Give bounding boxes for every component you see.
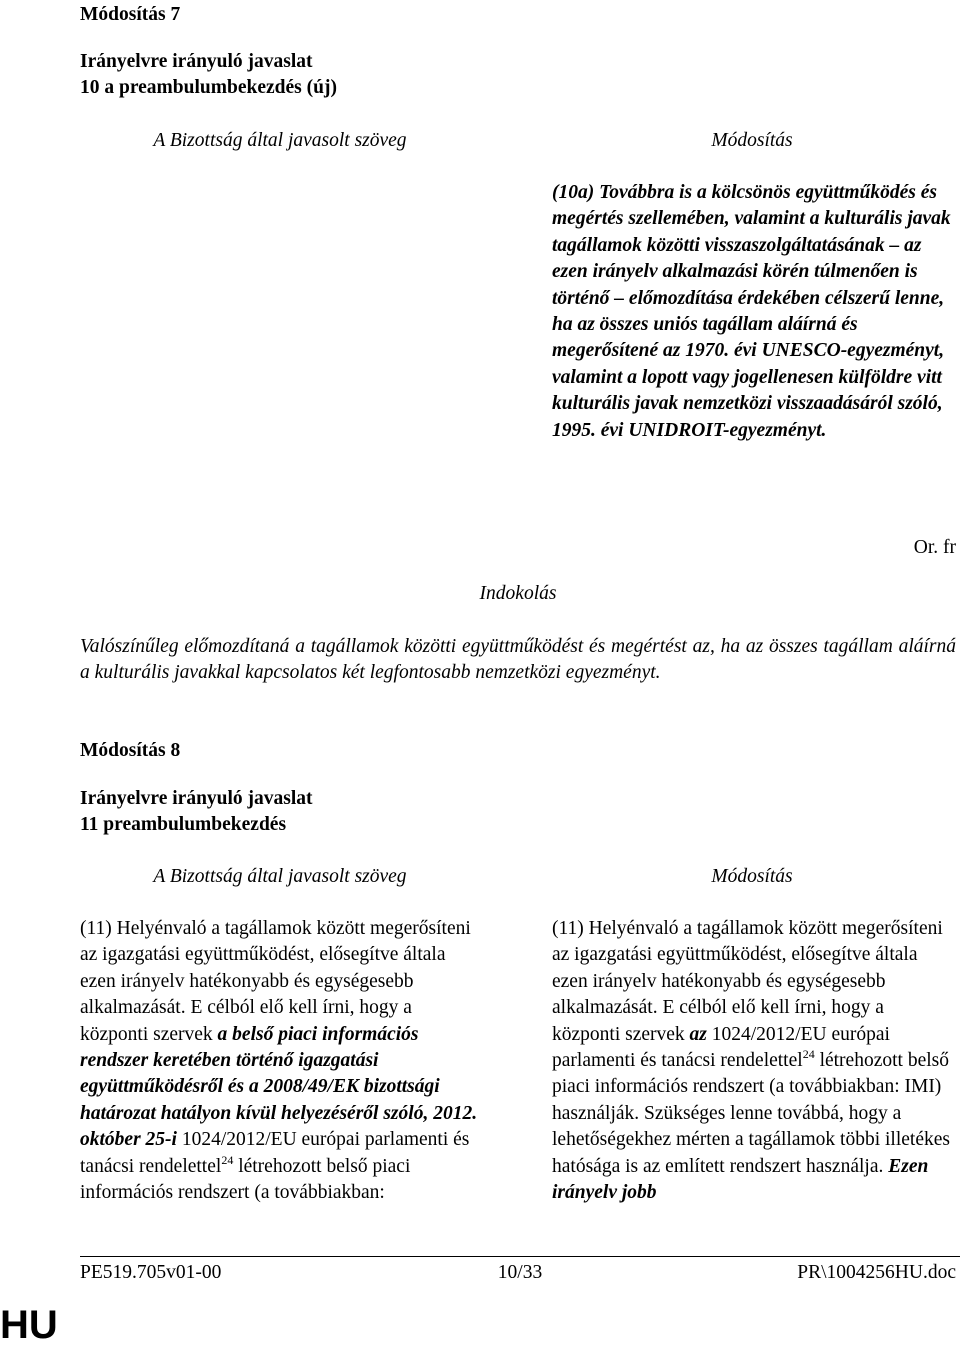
justification-title: Indokolás — [479, 583, 557, 604]
amendment-8-left-heading: A Bizottság által javasolt szöveg — [153, 866, 407, 887]
amendment-8-right-text: (11) Helyénvaló a tagállamok között megerősíteni az igazgatási együttműködést, elősegítve általa ezen irányelv hatékonyabb és egységesebb alkalmazását. E célból elő kell írni, hogy a központi szervek az 1024/2012/EU európai parlamenti és tanácsi rendelettel$^{24}$ létrehozott belső piaci információs rendszert (a továbbiakban: IMI) használják. Szükséges lenne továbbá, hogy a lehetőségekhez mérten a tagállamok többi illetékes hatósága is az említett rendszert használja. Ezen irányelv jobb — [552, 918, 950, 1204]
amendment-7-right-text: (10a) Továbbra is a kölcsönös együttműködés és megértés szellemében, valamint a kulturális javak tagállamok közötti visszaszolgáltatásának – az ezen irányelv alkalmazási körén túlmenően is történő – előmozdítása érdekében célszerű lenne, ha az összes uniós tagállam aláírná és megerősítené az 1970. évi UNESCO-egyezményt, valamint a lopott vagy jogellenesen külföldre vitt kulturális javak nemzetközi visszaadásáról szóló, 1995. évi UNIDROIT-egyezményt. — [552, 182, 951, 441]
amendment-7-proposal: Irányelvre irányuló javaslat — [80, 51, 313, 72]
footer-doc-id: PE519.705v01-00 — [80, 1262, 222, 1283]
amendment-8-proposal: Irányelvre irányuló javaslat — [80, 788, 313, 809]
amendment-8-recital: 11 preambulumbekezdés — [80, 814, 287, 835]
amendment-7-recital: 10 a preambulumbekezdés (új) — [80, 77, 337, 98]
amendment-7-left-heading: A Bizottság által javasolt szöveg — [153, 130, 407, 151]
language-code: HU — [0, 1303, 58, 1347]
footer-file-name: PR\1004256HU.doc — [797, 1262, 956, 1283]
amendment-8-left-text: (11) Helyénvaló a tagállamok között megerősíteni az igazgatási együttműködést, elősegítve általa ezen irányelv hatékonyabb és egységesebb alkalmazását. E célból elő kell írni, hogy a központi szervek a belső piaci információs rendszer keretében történő igazgatási együttműködésről és a 2008/49/EK bizottsági határozat hatályon kívül helyezéséről szóló, 2012. október 25-i 1024/2012/EU európai parlamenti és tanácsi rendelettel$^{24}$ létrehozott belső piaci információs rendszert (a továbbiakban: — [80, 918, 478, 1204]
amendment-7-title: Módosítás 7 — [80, 4, 181, 25]
amendment-8-right-heading: Módosítás — [711, 866, 793, 887]
footer-page-number: 10/33 — [497, 1262, 543, 1283]
footer-rule — [80, 1256, 960, 1257]
amendment-7-right-heading: Módosítás — [711, 130, 793, 151]
justification-text: Valószínűleg előmozdítaná a tagállamok közötti együttműködést és megértést az, ha az összes tagállam aláírná a kulturális javakkal kapcsolatos két legfontosabb nemzetközi egyezményt. — [80, 636, 956, 684]
original-language: Or. fr — [913, 537, 956, 558]
amendment-8-title: Módosítás 8 — [80, 740, 181, 761]
